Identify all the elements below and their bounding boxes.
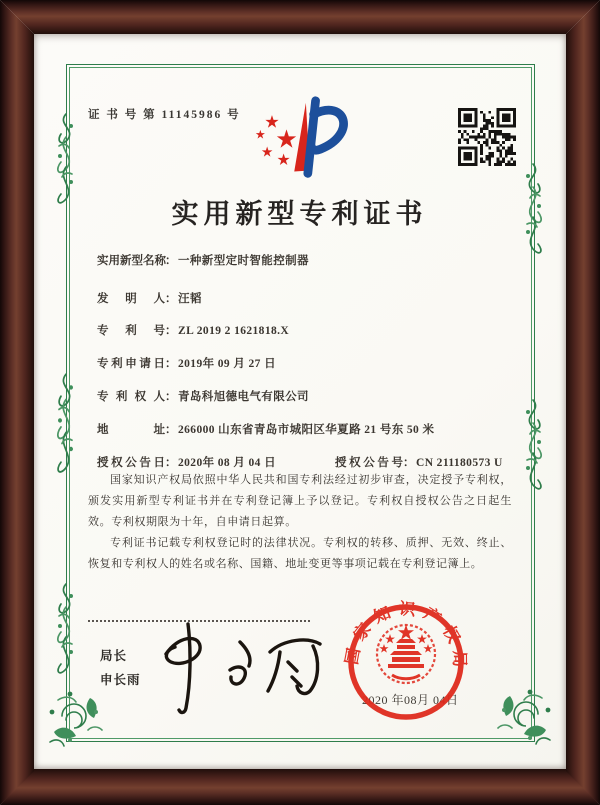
- legal-paragraph-1: 国家知识产权局依照中华人民共和国专利法经过初步审查，决定授予专利权，颁发实用新型专利证书并在专利登记簿上予以登记。专利权自授权公告之日起生效。专利权期限为十年，自申请日起算。: [88, 474, 512, 528]
- field-colon: ：: [165, 325, 177, 337]
- field-label: 发明人: [97, 293, 165, 305]
- field-grant-date: [97, 457, 276, 469]
- wood-frame-top: [0, 0, 600, 34]
- director-title: 局长: [100, 649, 128, 663]
- field-colon: ：: [165, 391, 177, 403]
- field-utility-model-name: [97, 252, 309, 268]
- legal-text: [88, 470, 512, 575]
- field-colon: ：: [403, 457, 415, 469]
- cnipa-patent-logo-icon: [252, 94, 352, 186]
- field-grant-row: [97, 454, 503, 470]
- wood-frame-left: [0, 0, 34, 805]
- field-value: 一种新型定时智能控制器: [178, 255, 309, 267]
- field-label: 地址: [97, 424, 165, 436]
- seal-text: 国家知识产权局: [341, 599, 470, 675]
- field-colon: ：: [165, 255, 177, 267]
- field-value: 266000 山东省青岛市城阳区华夏路 21 号东 50 米: [178, 424, 435, 436]
- certificate-title: 实用新型专利证书: [171, 199, 428, 229]
- field-grant-number: [335, 454, 503, 470]
- field-label: 专利号: [97, 325, 165, 337]
- certificate-number: 证 书 号 第 11145986 号: [88, 109, 241, 121]
- field-value: CN 211180573 U: [416, 457, 503, 469]
- director-signature: [150, 618, 342, 718]
- field-label: 授权公告号: [335, 457, 403, 469]
- field-colon: ：: [165, 358, 177, 370]
- wood-frame-right: [566, 0, 600, 805]
- field-inventor: [97, 290, 202, 306]
- seal-date: 2020 年08月 04日: [362, 693, 459, 707]
- field-value: 2019年 09 月 27 日: [178, 358, 276, 370]
- qr-code: [458, 108, 516, 166]
- legal-paragraph-2: 专利证书记载专利权登记时的法律状况。专利权的转移、质押、无效、终止、恢复和专利权人的姓名或名称、国籍、地址变更等事项记载在专利登记簿上。: [88, 537, 512, 570]
- field-address: [97, 421, 434, 437]
- field-label: 专利申请日: [97, 358, 165, 370]
- cnipa-official-seal: [340, 596, 472, 728]
- field-colon: ：: [165, 457, 177, 469]
- field-value: 2020年 08 月 04 日: [178, 457, 276, 469]
- field-label: 授权公告日: [97, 457, 165, 469]
- field-patentee: [97, 388, 309, 404]
- field-label: 专利权人: [97, 391, 165, 403]
- field-colon: ：: [165, 293, 177, 305]
- director-name: 申长雨: [100, 673, 141, 687]
- national-emblem-icon: [377, 625, 435, 684]
- field-colon: ：: [165, 424, 177, 436]
- wood-frame-bottom: [0, 769, 600, 805]
- field-value: 青岛科旭德电气有限公司: [178, 391, 309, 403]
- field-value: ZL 2019 2 1621818.X: [178, 325, 290, 337]
- field-value: 汪韬: [178, 293, 202, 305]
- field-patent-number: [97, 322, 289, 338]
- field-application-date: [97, 355, 276, 371]
- svg-text:国家知识产权局: [342, 599, 469, 674]
- field-label: 实用新型名称: [97, 255, 166, 267]
